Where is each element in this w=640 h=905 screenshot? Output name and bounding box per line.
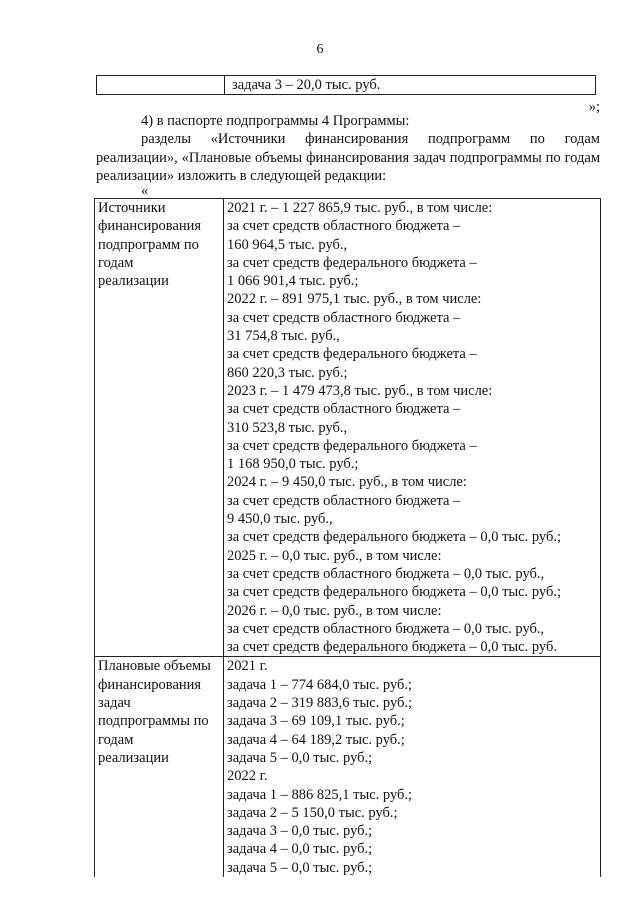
page-number: 6 — [316, 42, 324, 57]
value-line: 2023 г. – 1 479 473,8 тыс. руб., в том числе: — [227, 382, 493, 399]
table-row-planned-volumes — [95, 657, 601, 877]
value-line: 31 754,8 тыс. руб., — [227, 328, 340, 345]
table-column-divider — [224, 76, 225, 94]
value-line: 2021 г. – 1 227 865,9 тыс. руб., в том числе: — [227, 200, 493, 216]
value-line: 2026 г. – 0,0 тыс. руб., в том числе: — [227, 602, 442, 619]
label-line: финансирования — [98, 676, 202, 693]
value-line: 1 168 950,0 тыс. руб.; — [227, 456, 359, 473]
value-line: задача 1 – 774 684,0 тыс. руб.; — [227, 676, 413, 693]
row-label-cell — [95, 657, 224, 877]
item-body-paragraph: разделы «Источники финансирования подпрограмм по годам реализации», «Плановые объемы финансирования задач подпрограммы по годам реализации» изложить в следующей редакции: — [96, 131, 600, 184]
value-line: 160 964,5 тыс. руб., — [227, 236, 348, 253]
value-line: за счет средств областного бюджета – — [227, 218, 461, 235]
value-line: 1 066 901,4 тыс. руб.; — [227, 273, 359, 290]
value-line: 9 450,0 тыс. руб., — [227, 511, 333, 528]
row-value-cell — [224, 199, 601, 657]
value-line: 860 220,3 тыс. руб.; — [227, 364, 348, 381]
item-heading: 4) в паспорте подпрограммы 4 Программы: — [141, 113, 410, 129]
closing-quote: »; — [588, 99, 600, 115]
table-cell: задача 3 – 20,0 тыс. руб. — [232, 77, 381, 93]
label-line: задач — [98, 695, 131, 712]
value-line: за счет средств федерального бюджета – 0,0 тыс. руб.; — [227, 584, 561, 601]
value-line: 2022 г. — [227, 768, 268, 785]
value-line: за счет средств федерального бюджета – 0,0 тыс. руб.; — [227, 529, 561, 546]
label-line: Источники — [98, 200, 166, 216]
label-line: Плановые объемы — [98, 658, 211, 675]
value-line: за счет средств областного бюджета – — [227, 401, 461, 418]
passport-table — [94, 198, 601, 877]
value-line: задача 5 – 0,0 тыс. руб.; — [227, 749, 373, 766]
value-line: 310 523,8 тыс. руб., — [227, 419, 348, 436]
opening-quote: « — [141, 183, 149, 199]
label-line: годам — [98, 731, 134, 748]
value-line: за счет средств федерального бюджета – — [227, 346, 477, 363]
label-line: годам — [98, 254, 134, 271]
label-line: реализации — [98, 273, 169, 290]
value-line: 2025 г. – 0,0 тыс. руб., в том числе: — [227, 547, 442, 564]
value-line: за счет средств федерального бюджета – — [227, 437, 477, 454]
value-line: задача 3 – 0,0 тыс. руб.; — [227, 823, 373, 840]
value-line: задача 4 – 64 189,2 тыс. руб.; — [227, 731, 405, 748]
value-line: 2022 г. – 891 975,1 тыс. руб., в том числе: — [227, 291, 482, 308]
value-line: за счет средств областного бюджета – 0,0 тыс. руб., — [227, 565, 545, 582]
value-line: задача 4 – 0,0 тыс. руб.; — [227, 841, 373, 858]
value-line: за счет средств областного бюджета – — [227, 492, 461, 509]
label-line: финансирования — [98, 218, 202, 235]
table-row-funding-sources — [95, 199, 601, 657]
value-line: задача 2 – 319 883,6 тыс. руб.; — [227, 695, 413, 712]
row-label-cell — [95, 199, 224, 657]
continued-table-fragment — [96, 75, 596, 95]
value-line: 2021 г. — [227, 658, 268, 675]
value-line: за счет средств федерального бюджета – — [227, 254, 477, 271]
label-line: подпрограмм по — [98, 236, 199, 253]
value-line: 2024 г. – 9 450,0 тыс. руб., в том числе: — [227, 474, 467, 491]
value-line: задача 3 – 69 109,1 тыс. руб.; — [227, 713, 405, 730]
value-line: за счет средств областного бюджета – — [227, 309, 461, 326]
value-line: задача 5 – 0,0 тыс. руб.; — [227, 859, 373, 876]
label-line: подпрограммы по — [98, 713, 209, 730]
row-value-cell — [224, 657, 601, 877]
value-line: за счет средств федерального бюджета – 0,0 тыс. руб. — [227, 639, 557, 656]
value-line: задача 1 – 886 825,1 тыс. руб.; — [227, 786, 413, 803]
value-line: задача 2 – 5 150,0 тыс. руб.; — [227, 804, 398, 821]
value-line: за счет средств областного бюджета – 0,0 тыс. руб., — [227, 620, 545, 637]
label-line: реализации — [98, 749, 169, 766]
